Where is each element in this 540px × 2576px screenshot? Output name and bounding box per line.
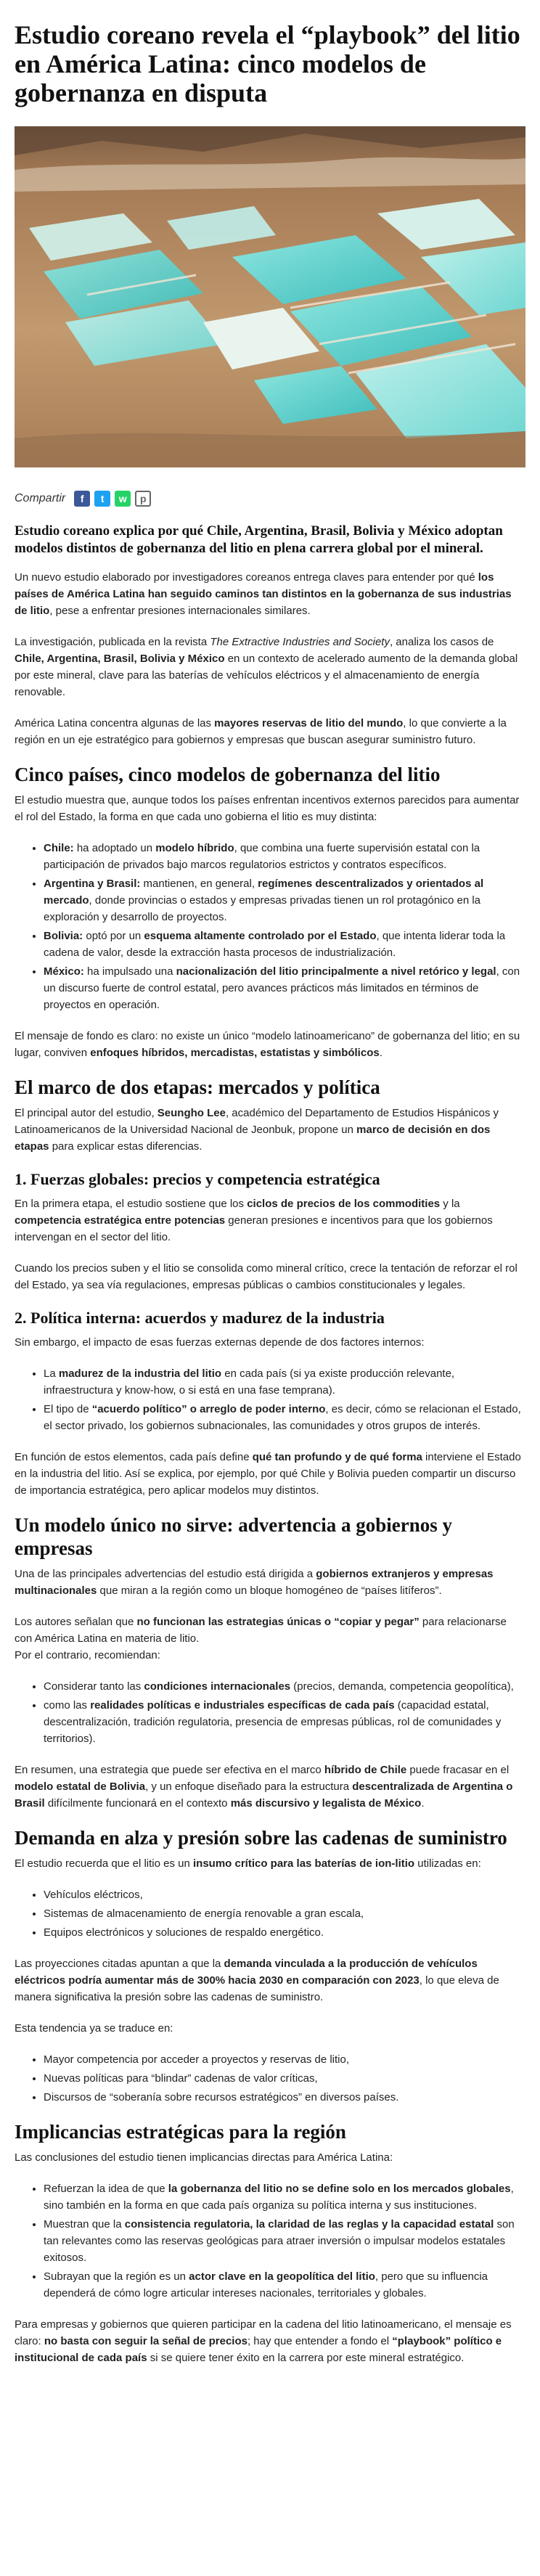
paragraph-warning-summary: En resumen, una estrategia que puede ser efectiva en el marco híbrido de Chile puede fracasar en el modelo estatal de Bolivia, y un enfoque diseñado para la estructura descentralizada de Argentina o Brasil difícilmente funcionará en el contexto más discursivo y legalista de México. [15, 1764, 513, 1810]
list-item: • como las realidades políticas e industriales específicas de cada país (capacidad estatal, descentralización, tradición regulatoria, presencia de empresas públicas, rol de comunidades y territorios). [44, 1697, 525, 1747]
article-lead: Estudio coreano explica por qué Chile, Argentina, Brasil, Bolivia y México adoptan modelos distintos de gobernanza del litio en plena carrera global por el mineral. [15, 523, 503, 556]
list-item: • Considerar tanto las condiciones internacionales (precios, demanda, competencia geopolítica), [44, 1678, 525, 1695]
list-item: • Mayor competencia por acceder a proyectos y reservas de litio, [44, 2051, 525, 2068]
paragraph-domestic-outro: En función de estos elementos, cada país define qué tan profundo y de qué forma interviene el Estado en la industria del litio. Así se explica, por ejemplo, por qué Chile y Bolivia pueden compartir un discurso de importancia estratégica, pero aplicar modelos muy distintos. [15, 1451, 521, 1497]
list-item: • Vehículos eléctricos, [44, 1886, 525, 1903]
share-bar [15, 489, 525, 508]
section-title-warning: Un modelo único no sirve: advertencia a gobiernos y empresas [15, 1514, 452, 1559]
uses-list [15, 1886, 525, 1941]
section-title-demand: Demanda en alza y presión sobre las cadenas de suministro [15, 1827, 507, 1849]
paragraph-warning-1: Una de las principales advertencias del estudio está dirigida a gobiernos extranjeros y empresas multinacionales que miran a la región como un bloque homogéneo de “países litíferos”. [15, 1568, 494, 1597]
paragraph-demand-trend: Esta tendencia ya se traduce en: [15, 2022, 173, 2035]
print-icon[interactable]: p [135, 491, 151, 507]
list-item: • Muestran que la consistencia regulatoria, la claridad de las reglas y la capacidad estatal son tan relevantes como las reservas geológicas para atraer inversión o impulsar modelos estatales exitosos. [44, 2216, 525, 2266]
section-title-models: Cinco países, cinco modelos de gobernanza del litio [15, 764, 441, 785]
subsection-title-domestic-politics: 2. Política interna: acuerdos y madurez de la industria [15, 1309, 385, 1327]
paragraph-global-forces-2: Cuando los precios suben y el litio se consolida como mineral crítico, crece la tentación de reforzar el rol del Estado, ya sea vía regulaciones, empresas públicas o cambios constitucionales y legales. [15, 1262, 518, 1291]
implications-list [15, 2180, 525, 2302]
share-label: Compartir [15, 492, 66, 504]
paragraph-intro-2: La investigación, publicada en la revista The Extractive Industries and Society, analiza los casos de Chile, Argentina, Brasil, Bolivia y México en un contexto de acelerado aumento de la demanda global por este mineral, clave para las baterías de vehículos eléctricos y el almacenamiento de energía renovable. [15, 636, 518, 698]
paragraph-implications-outro: Para empresas y gobiernos que quieren participar en la cadena del litio latinoamericano, el mensaje es claro: no basta con seguir la señal de precios; hay que entender a fondo el “playbook” político e institucional de cada país si se quiere tener éxito en la carrera por este mineral estratégico. [15, 2318, 512, 2364]
list-item: • El tipo de “acuerdo político” o arreglo de poder interno, es decir, cómo se relacionan el Estado, el sector privado, los gobiernos subnacionales, las comunidades y otros grupos de interés. [44, 1401, 525, 1434]
list-item: • Chile: ha adoptado un modelo híbrido, que combina una fuerte supervisión estatal con la participación de privados bajo marcos regulatorios estrictos y contratos específicos. [44, 840, 525, 873]
list-item: • La madurez de la industria del litio en cada país (si ya existe producción relevante, infraestructura y know-how, o si está en una fase temprana). [44, 1365, 525, 1399]
list-item: • Argentina y Brasil: mantienen, en general, regímenes descentralizados y orientados al mercado, donde provincias o estados y empresas privadas tienen un rol protagónico en la exploración y desarrollo de proyectos. [44, 875, 525, 925]
whatsapp-share-icon[interactable]: w [115, 491, 131, 507]
paragraph-intro-1: Un nuevo estudio elaborado por investigadores coreanos entrega claves para entender por qué los países de América Latina han seguido caminos tan distintos en la gobernanza de sus industrias de litio, pese a enfrentar presiones internacionales similares. [15, 571, 512, 617]
paragraph-demand-intro: El estudio recuerda que el litio es un insumo crítico para las baterías de ion-litio utilizadas en: [15, 1857, 481, 1870]
paragraph-global-forces-1: En la primera etapa, el estudio sostiene que los ciclos de precios de los commodities y la competencia estratégica entre potencias generan presiones e incentivos para que los gobiernos intervengan en el sector del litio. [15, 1198, 493, 1243]
trend-list [15, 2051, 525, 2106]
domestic-factors-list [15, 1365, 525, 1434]
list-item: • Refuerzan la idea de que la gobernanza del litio no se define solo en los mercados globales, sino también en la forma en que cada país organiza su política interna y sus instituciones. [44, 2180, 525, 2214]
list-item: • Equipos electrónicos y soluciones de respaldo energético. [44, 1924, 525, 1941]
paragraph-implications-intro: Las conclusiones del estudio tienen implicancias directas para América Latina: [15, 2151, 393, 2164]
list-item: • Sistemas de almacenamiento de energía renovable a gran escala, [44, 1905, 525, 1922]
list-item: • Bolivia: optó por un esquema altamente controlado por el Estado, que intenta liderar toda la cadena de valor, desde la extracción hasta procesos de industrialización. [44, 928, 525, 961]
subsection-title-global-forces: 1. Fuerzas globales: precios y competencia estratégica [15, 1170, 380, 1188]
twitter-share-icon[interactable]: t [94, 491, 110, 507]
paragraph-demand-projection: Las proyecciones citadas apuntan a que la demanda vinculada a la producción de vehículos eléctricos podría aumentar más de 300% hacia 2030 en comparación con 2023, lo que eleva de manera significativa la presión sobre las cadenas de suministro. [15, 1958, 499, 2003]
section-framework-intro: El principal autor del estudio, Seungho Lee, académico del Departamento de Estudios Hispánicos y Latinoamericanos de la Universidad Nacional de Jeonbuk, propone un marco de decisión en dos etapas para explicar estas diferencias. [15, 1107, 499, 1153]
facebook-share-icon[interactable]: f [74, 491, 90, 507]
section-title-implications: Implicancias estratégicas para la región [15, 2121, 346, 2143]
section-models-intro: El estudio muestra que, aunque todos los países enfrentan incentivos externos parecidos para aumentar el rol del Estado, la forma en que cada uno gobierna el litio es muy distinta: [15, 794, 520, 823]
paragraph-warning-2: Los autores señalan que no funcionan las estrategias únicas o “copiar y pegar” para relacionarse con América Latina en materia de litio. [15, 1616, 507, 1645]
article-headline: Estudio coreano revela el “playbook” del litio en América Latina: cinco modelos de gobernanza en disputa [15, 20, 520, 107]
country-models-list [15, 840, 525, 1013]
list-item: • Discursos de “soberanía sobre recursos estratégicos” en diversos países. [44, 2089, 525, 2106]
paragraph-intro-3: América Latina concentra algunas de las mayores reservas de litio del mundo, lo que convierte a la región en un eje estratégico para gobiernos y empresas que buscan asegurar suministro futuro. [15, 717, 507, 746]
list-item: • Subrayan que la región es un actor clave en la geopolítica del litio, pero que su influencia dependerá de cómo logre articular intereses nacionales, territoriales y globales. [44, 2268, 525, 2302]
list-item: • Nuevas políticas para “blindar” cadenas de valor críticas, [44, 2070, 525, 2087]
paragraph-domestic-intro: Sin embargo, el impacto de esas fuerzas externas depende de dos factores internos: [15, 1336, 425, 1349]
lithium-ponds-illustration [15, 126, 525, 467]
list-item: • México: ha impulsado una nacionalización del litio principalmente a nivel retórico y legal, con un discurso fuerte de control estatal, pero avances prácticos más limitados en términos de proyectos en operación. [44, 963, 525, 1013]
section-title-framework: El marco de dos etapas: mercados y política [15, 1076, 380, 1098]
section-models-outro: El mensaje de fondo es claro: no existe un único “modelo latinoamericano” de gobernanza del litio; en su lugar, conviven enfoques híbridos, mercadistas, estatistas y simbólicos. [15, 1030, 520, 1059]
hero-image [15, 126, 525, 467]
recommendations-list [15, 1678, 525, 1747]
paragraph-warning-recommend: Por el contrario, recomiendan: [15, 1649, 160, 1661]
